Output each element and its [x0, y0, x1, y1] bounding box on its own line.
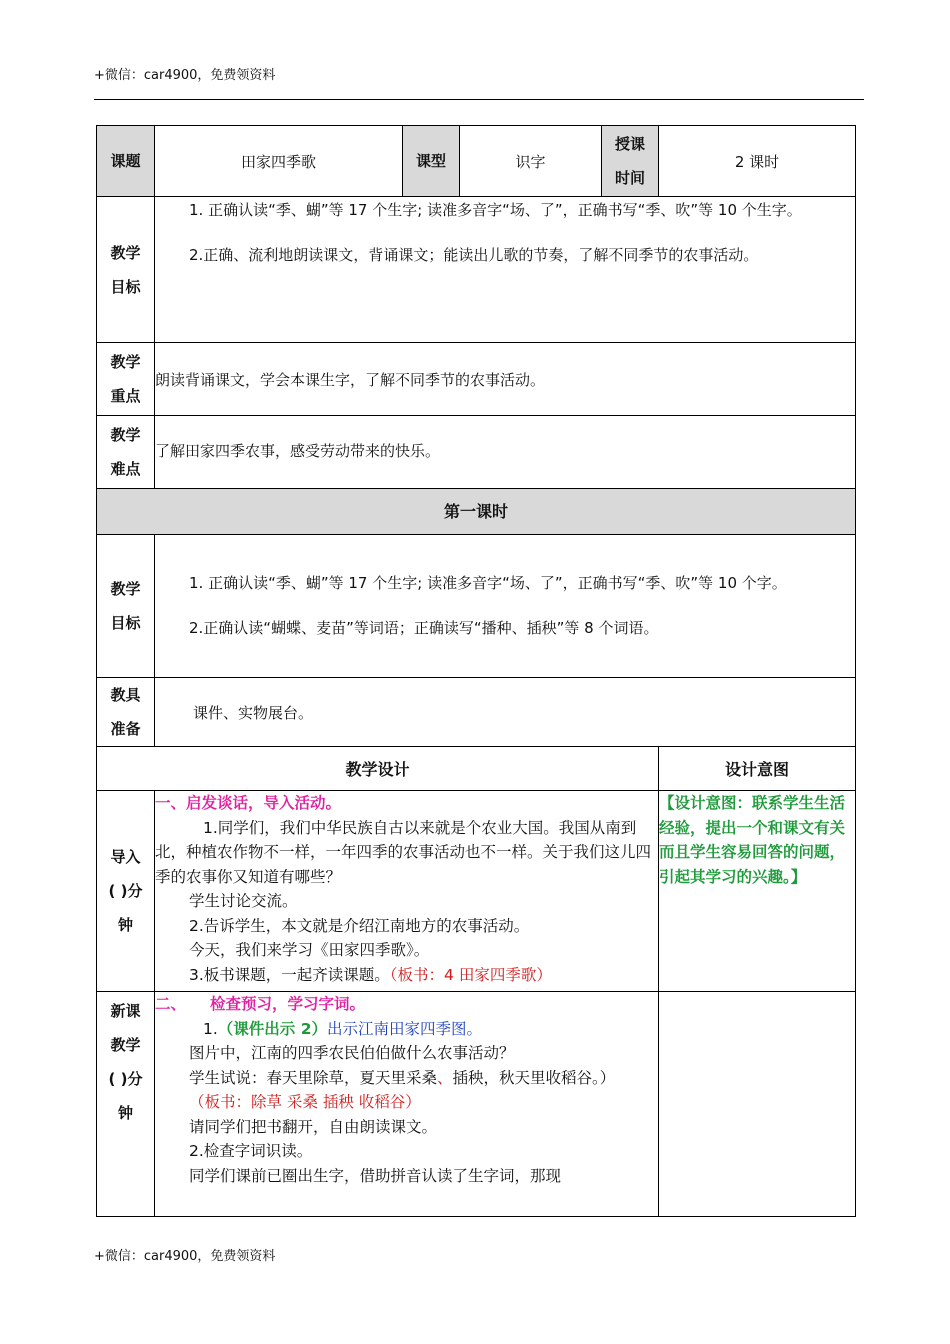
type-value: 识字	[460, 126, 602, 197]
key-points-text: 朗读背诵课文，学会本课生字，了解不同季节的农事活动。	[155, 343, 856, 416]
label-goals-line2: 目标	[110, 277, 141, 296]
label-new-lesson-line4: 钟	[117, 1104, 133, 1122]
label-hours	[602, 126, 659, 197]
new-lesson-p3a: 学生试说：春天里除草，夏天里采桑	[189, 1068, 438, 1087]
goal-item-1: 1. 正确认读“季、蝴”等 17 个生字; 读准多音字“场、了”，正确书写“季、吹”等 10 个生字。	[189, 201, 802, 219]
label-intro-line3: 钟	[117, 916, 133, 934]
new-lesson-p3c: 插秧，秋天里收稻谷。）	[452, 1068, 616, 1087]
intro-p4: 今天，我们来学习《田家四季歌》。	[189, 941, 430, 959]
new-lesson-p1-tag: （课件出示 2）	[217, 1019, 327, 1038]
tools-text: 课件、实物展台。	[155, 678, 856, 747]
new-lesson-p1-num: 1.	[203, 1019, 218, 1038]
lesson-plan-table	[96, 125, 856, 1217]
label-difficulties-line1: 教学	[110, 426, 141, 444]
intro-p5	[155, 963, 658, 988]
intro-content	[155, 791, 659, 992]
label-tools-line2: 准备	[110, 720, 141, 738]
label-intro-line1: 导入	[110, 848, 141, 866]
label-topic: 课题	[97, 126, 155, 197]
intro-p3: 2.告诉学生，本文就是介绍江南地方的农事活动。	[189, 916, 530, 935]
label-type: 课型	[403, 126, 460, 197]
label-new-lesson	[97, 992, 155, 1217]
new-lesson-p6: 2.检查字词识读。	[189, 1142, 313, 1160]
intro-p5-note: （板书：4 田家四季歌）	[389, 965, 552, 984]
intro-heading: 一、启发谈话，导入活动。	[155, 794, 342, 812]
goals-row	[97, 197, 856, 343]
label-goals-line1: 教学	[110, 243, 141, 262]
lesson1-heading-row	[97, 489, 856, 535]
new-lesson-heading	[155, 992, 658, 1017]
lesson1-heading: 第一课时	[97, 489, 856, 535]
key-points-row	[97, 343, 856, 416]
label-intro-line2: ( )分	[108, 882, 143, 900]
hours-value: 2 课时	[659, 126, 856, 197]
label-hours-line2: 时间	[614, 169, 645, 187]
design-header-row	[97, 747, 856, 791]
topic-value: 田家四季歌	[155, 126, 403, 197]
label-new-lesson-line1: 新课	[110, 1002, 141, 1020]
new-lesson-p4: （板书：除草 采桑 插秧 收稻谷）	[189, 1093, 421, 1111]
goal-item-2: 2.正确、流利地朗读课文，背诵课文；能读出儿歌的节奏，了解不同季节的农事活动。	[189, 246, 759, 264]
new-lesson-row	[97, 992, 856, 1217]
header-divider	[94, 99, 864, 100]
new-lesson-content	[155, 992, 659, 1217]
label-tools	[97, 678, 155, 747]
difficulties-row	[97, 416, 856, 489]
title-row	[97, 126, 856, 197]
lesson1-goal-1: 1. 正确认读“季、蝴”等 17 个生字; 读准多音字“场、了”，正确书写“季、吹”等 10 个字。	[189, 574, 787, 592]
label-difficulties-line2: 难点	[110, 460, 141, 478]
label-new-lesson-line2: 教学	[110, 1036, 141, 1054]
lesson1-goals-content	[155, 535, 856, 678]
tools-row	[97, 678, 856, 747]
label-key-points-line2: 重点	[110, 387, 141, 405]
new-lesson-p5: 请同学们把书翻开，自由朗读课文。	[189, 1117, 438, 1136]
header-note: +微信：car4900，免费领资料	[94, 68, 276, 83]
new-lesson-p7: 同学们课前已圈出生字，借助拼音认读了生字词，那现	[189, 1166, 562, 1185]
label-lesson1-goals	[97, 535, 155, 678]
intro-p2: 学生讨论交流。	[189, 892, 298, 910]
intro-intent	[659, 791, 856, 992]
new-lesson-p3	[155, 1066, 658, 1091]
difficulties-text: 了解田家四季农事，感受劳动带来的快乐。	[155, 416, 856, 489]
intro-p5-text: 3.板书课题，一起齐读课题。	[189, 965, 390, 984]
lesson1-goal-2: 2.正确认读“蝴蝶、麦苗”等词语；正确读写“播种、插秧”等 8 个词语。	[189, 619, 659, 637]
new-lesson-p2: 图片中，江南的四季农民伯伯做什么农事活动？	[189, 1044, 515, 1062]
new-lesson-heading-text: 检查预习，学习字词。	[210, 995, 366, 1013]
new-lesson-p1-text: 出示江南田家四季图。	[326, 1019, 482, 1038]
label-hours-line1: 授课	[614, 135, 645, 153]
design-header-right: 设计意图	[659, 747, 856, 791]
intro-p1: 1.同学们，我们中华民族自古以来就是个农业大国。我国从南到北，种植农作物不一样，一年四季的农事活动也不一样。关于我们这儿四季的农事你又知道有哪些？	[155, 818, 652, 886]
new-lesson-p3b: 、	[437, 1068, 453, 1087]
label-new-lesson-line3: ( )分	[108, 1070, 143, 1088]
new-lesson-p1	[155, 1017, 658, 1042]
label-lesson1-goals-line1: 教学	[110, 580, 141, 598]
new-lesson-heading-num: 二、	[155, 995, 187, 1013]
label-goals	[97, 197, 155, 343]
footer-note: +微信：car4900，免费领资料	[94, 1249, 276, 1264]
label-lesson1-goals-line2: 目标	[110, 614, 141, 632]
new-lesson-intent	[659, 992, 856, 1217]
label-difficulties	[97, 416, 155, 489]
label-intro	[97, 791, 155, 992]
design-header-left: 教学设计	[97, 747, 659, 791]
goals-content	[155, 197, 856, 343]
intro-intent-text: 【设计意图：联系学生生活经验，提出一个和课文有关而且学生容易回答的问题，引起其学习的兴趣。】	[659, 794, 846, 886]
label-key-points-line1: 教学	[110, 353, 141, 371]
lesson1-goals-row	[97, 535, 856, 678]
label-tools-line1: 教具	[110, 686, 141, 704]
label-key-points	[97, 343, 155, 416]
intro-row	[97, 791, 856, 992]
